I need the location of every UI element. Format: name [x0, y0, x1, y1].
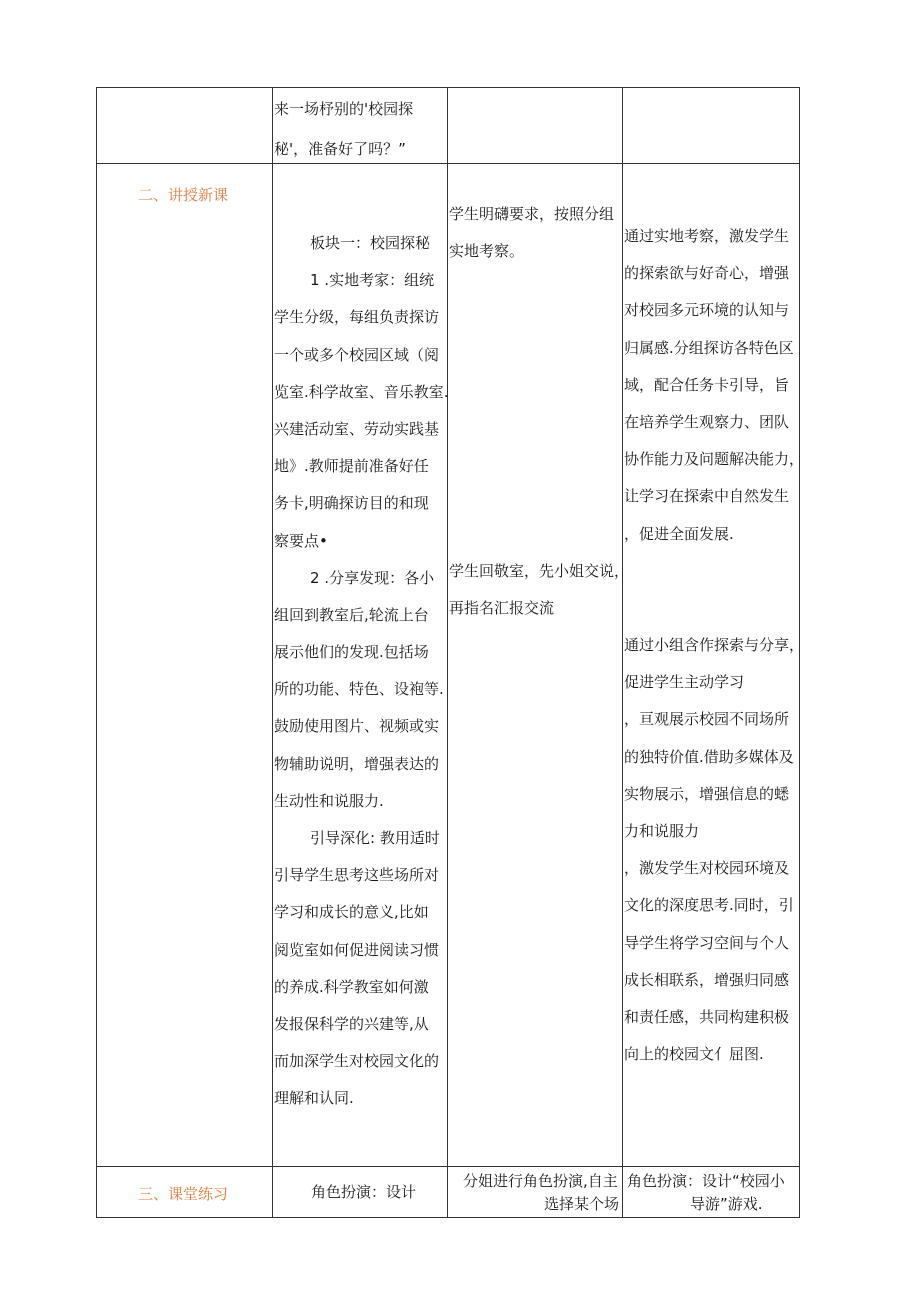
table-border-bottom: [96, 1217, 800, 1218]
text-line: 一个或多个校园区域（阅: [274, 345, 440, 364]
text-line: ，亘观展示校园不同场所: [624, 710, 790, 729]
text-line: [624, 553, 804, 590]
text-line: 实物展示，增强信息的蟋: [624, 784, 790, 803]
text-line: 通过实地考察，激发学生: [624, 227, 790, 245]
text-line: 的探索欲与好奇心，增强: [624, 264, 790, 283]
text-line: 的独特价值.借助多媒体及: [624, 747, 794, 766]
text-line: 地》.教师提前准备好任: [274, 457, 429, 476]
text-line: 所的功能、特色、设袍等.: [274, 680, 444, 699]
text-line: 学生回敬室，先小姐交说，: [449, 562, 630, 580]
text-line: 和责任感，共同构建积极: [624, 1007, 790, 1026]
text-line: 引导深化: 教用适时: [310, 829, 440, 847]
text-line: 理解和认同.: [274, 1089, 354, 1108]
text-line: 1 .实地考家：组统: [310, 271, 435, 290]
text-line: 再指名汇报交流: [449, 599, 555, 618]
text-line: 向上的校园文亻屈图.: [624, 1045, 764, 1064]
text-line: 域，配合任务卡引导，旨: [624, 375, 790, 394]
practice-intent-line-1: 角色扮演：设计“校园小: [627, 1172, 785, 1190]
text-line: 发报保科学的兴建等,从: [274, 1014, 429, 1033]
text-line: 兴建活动室、劳动实践基: [274, 419, 440, 438]
intro-line-1: 来一场杼别的'校园探: [274, 100, 414, 118]
text-line: 阅览室如何促进阅读习惯: [274, 940, 440, 959]
text-line: 生动性和说服力.: [274, 791, 384, 810]
text-line: 力和说服力: [624, 822, 700, 840]
text-line: 归属感.分组探访各特色区: [624, 338, 794, 357]
text-line: 学生明礴要求，按照分组: [449, 205, 615, 223]
text-line: ，促进全面发展.: [624, 524, 734, 543]
text-line: 导学生将学习空间与个人: [624, 933, 790, 952]
text-line: 而加深学生对校园文化的: [274, 1052, 440, 1071]
text-line: 组回到教室后,轮流上台: [274, 605, 429, 624]
practice-content: 角色扮演：设计: [311, 1183, 417, 1201]
text-line: ，激发学生对校园环境及: [624, 859, 790, 878]
text-line: 实地考察。: [449, 242, 525, 261]
row-divider: [96, 163, 800, 164]
section-label-teach: 二、讲授新课: [138, 186, 229, 204]
text-line: 让学习在探索中自然发生: [624, 487, 790, 506]
text-line: 展示他们的发现.包括场: [274, 643, 429, 662]
design-intent: [624, 218, 804, 1073]
practice-student-line-2: 选择某个场: [544, 1195, 620, 1213]
intro-line-2: 秘'，准备好了吗？”: [274, 140, 406, 158]
text-line: 引导学生思考这些场所对: [274, 866, 440, 885]
practice-student-line-1: 分姐进行角色扮演,自主: [463, 1172, 618, 1190]
text-line: 促进学生主动学习: [624, 673, 745, 692]
text-line: [624, 590, 804, 627]
student-activity-a: [449, 196, 614, 270]
text-line: 成长相联系，增强归同感: [624, 970, 790, 989]
table-border-left: [96, 87, 97, 1218]
section-label-practice: 三、课堂练习: [138, 1185, 229, 1203]
text-line: 学习和成长的意义,比如: [274, 903, 429, 922]
text-line: 的养成.科学教室如何激: [274, 977, 429, 996]
text-line: 物辅助说明，增强表达的: [274, 754, 440, 773]
teach-content: [274, 225, 449, 1118]
text-line: 2 .分享发现：各小: [310, 568, 435, 587]
text-line: 在培养学生观察力、团队: [624, 412, 790, 431]
text-line: 通过小组含作探索与分享，: [624, 636, 805, 655]
student-activity-b: [449, 553, 629, 627]
text-line: 协作能力及问题解决能力，: [624, 450, 805, 469]
row-divider: [96, 1166, 800, 1167]
practice-intent-line-2: 导游”游戏.: [690, 1195, 763, 1213]
text-line: 学生分级，每组负责探访: [274, 308, 440, 327]
table-border-top: [96, 87, 800, 88]
text-line: 文化的深度思考.同时，引: [624, 896, 794, 915]
text-line: 务卡,明确探访目的和现: [274, 494, 429, 513]
text-line: 察要点•: [274, 531, 328, 550]
text-line: 鼓励使用图片、视频或实: [274, 717, 440, 736]
column-divider: [622, 87, 623, 1218]
column-divider: [272, 87, 273, 1218]
text-line: 板块一：校园探秘: [310, 234, 431, 252]
text-line: 览室.科学故室、音乐教室.: [274, 382, 449, 401]
text-line: 对校园多元环境的认知与: [624, 301, 790, 320]
